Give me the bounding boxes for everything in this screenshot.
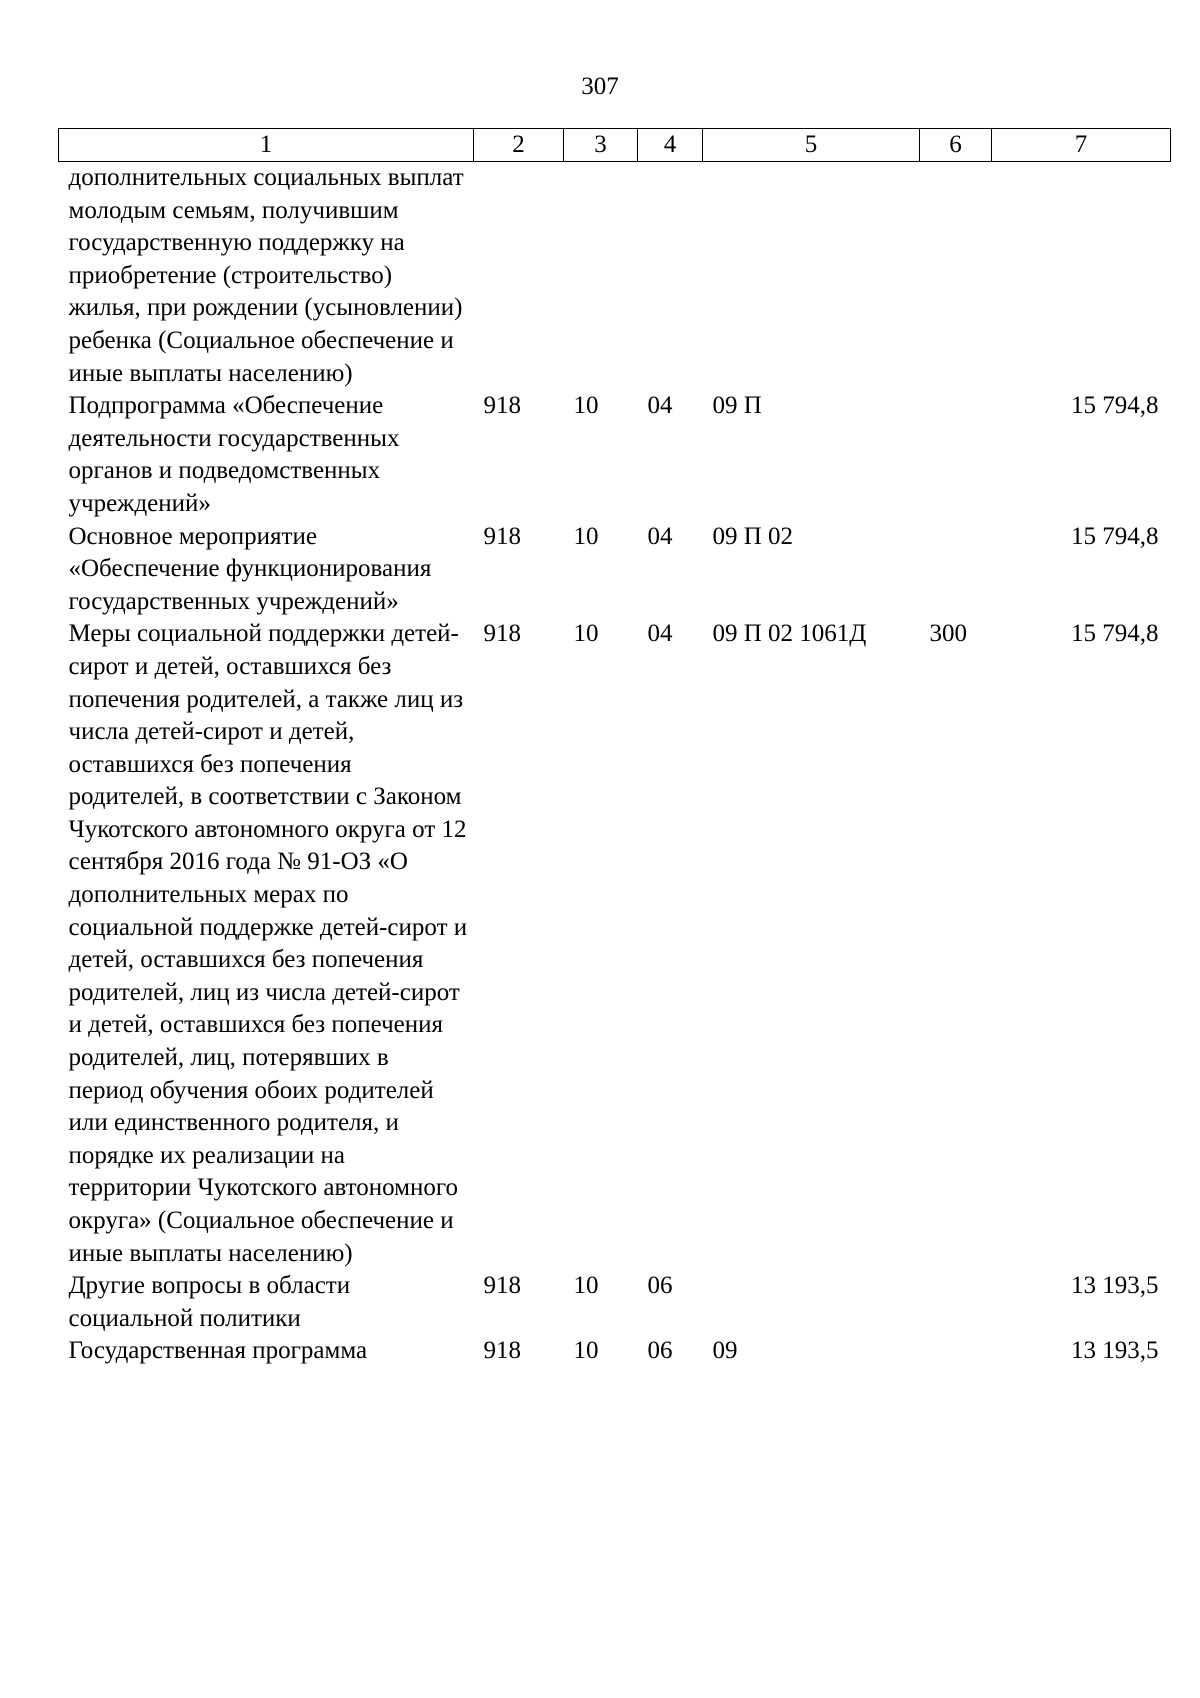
row-code-subsection: 04 [647,620,673,648]
table-row [59,390,1171,520]
row-code-ministry: 918 [483,1337,521,1365]
row-name: Меры социальной поддержки детей-сирот и детей, оставшихся без попечения родителей, а также лиц из числа детей-сирот и детей, оставшихся без попечения родителей, в соответствии с Законом Чукотского автономного округа от 12 сентября 2016 года № 91-ОЗ «О дополнительных мерах по социальной поддержке детей-сирот и детей, оставшихся без попечения родителей, лиц из числа детей-сирот и детей, оставшихся без попечения родителей, лиц, потерявших в период обучения обоих родителей или единственного родителя, и порядке их реализации на территории Чукотского автономного округа» (Социальное обеспечение и иные выплаты населению) [68,620,468,1267]
column-header: 1 [59,129,474,162]
row-code-target: 09 П 02 1061Д [712,620,867,648]
row-amount: 15 794,8 [1071,620,1159,648]
row-code-section: 10 [573,1337,599,1365]
table-row [59,162,1171,391]
row-code-target: 09 [712,1337,738,1365]
row-code-expense-type [920,1270,992,1335]
row-code-subsection: 04 [647,392,673,420]
table-row [59,521,1171,619]
table-header-row [59,129,1171,162]
row-code-expense-type [920,1335,992,1368]
row-amount: 13 193,5 [1071,1337,1159,1365]
row-amount: 15 794,8 [1071,522,1159,550]
column-header: 3 [564,129,638,162]
row-name: Подпрограмма «Обеспечение деятельности государственных органов и подведомственных учреждений» [68,392,400,517]
column-header: 6 [920,129,992,162]
row-code-expense-type [920,521,992,619]
row-code-ministry: 918 [483,392,521,420]
row-code-target: 09 П 02 [712,522,794,550]
row-code-section: 10 [573,392,599,420]
row-code-ministry: 918 [483,1272,521,1300]
row-code-expense-type [920,390,992,520]
budget-table [58,128,1171,1368]
row-code-section: 10 [573,1272,599,1300]
row-code-ministry [474,162,564,391]
table-row [59,1270,1171,1335]
row-code-target: 09 П [712,392,762,420]
column-header: 5 [703,129,920,162]
table-row [59,618,1171,1270]
row-name: Другие вопросы в области социальной политики [68,1272,351,1332]
table-row [59,1335,1171,1368]
row-name: дополнительных социальных выплат молодым семьям, получившим государственную поддержку на приобретение (строительство) жилья, при рождении (усыновлении) ребенка (Социальное обеспечение и иные выплаты населению) [68,164,464,387]
row-code-subsection: 04 [647,522,673,550]
row-code-expense-type: 300 [929,620,967,648]
row-code-expense-type [920,162,992,391]
row-amount [992,162,1171,391]
row-code-subsection: 06 [647,1272,673,1300]
row-code-section [564,162,638,391]
row-code-ministry: 918 [483,620,521,648]
row-code-subsection [638,162,703,391]
row-code-target [703,1270,920,1335]
row-code-subsection: 06 [647,1337,673,1365]
page-number: 307 [581,73,619,100]
row-amount: 15 794,8 [1071,392,1159,420]
row-code-section: 10 [573,620,599,648]
row-name: Государственная программа [68,1337,368,1365]
row-code-section: 10 [573,522,599,550]
column-header: 2 [474,129,564,162]
row-amount: 13 193,5 [1071,1272,1159,1300]
row-code-target [703,162,920,391]
row-code-ministry: 918 [483,522,521,550]
column-header: 7 [992,129,1171,162]
row-name: Основное мероприятие «Обеспечение функционирования государственных учреждений» [68,522,432,615]
column-header: 4 [638,129,703,162]
